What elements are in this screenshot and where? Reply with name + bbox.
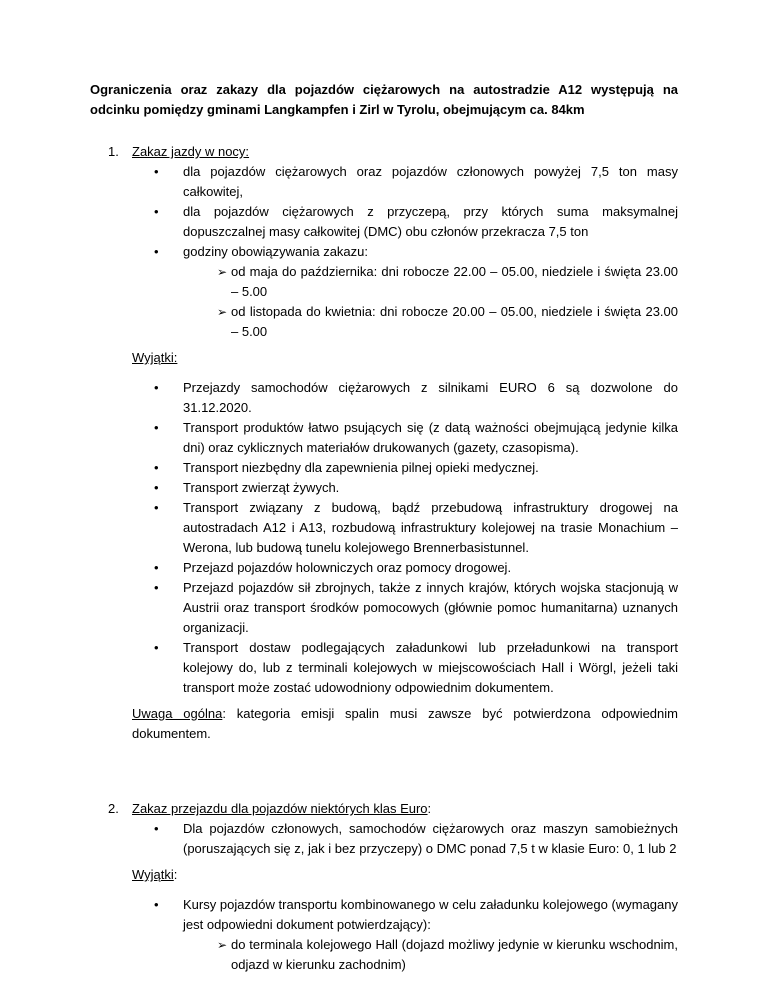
note-text: : kategoria emisji spalin musi zawsze być potwierdzona odpowiednim dokumentem. xyxy=(132,706,678,741)
list-item-text: godziny obowiązywania zakazu: xyxy=(183,244,368,259)
exceptions-label: Wyjątki: xyxy=(132,350,178,365)
section-number: 2. xyxy=(108,801,119,816)
sub-list xyxy=(183,935,678,975)
list-item xyxy=(90,895,678,975)
section-night-ban xyxy=(90,142,678,744)
note-label: Uwaga ogólna xyxy=(132,706,223,721)
document-page xyxy=(90,80,678,975)
list-item: • Przejazd pojazdów sił zbrojnych, także z innych krajów, których wojska stacjonują w Austrii oraz transport środków pomocowych (głównie pomoc humanitarna) uznanych organizacji. xyxy=(90,578,678,638)
bullet-list xyxy=(90,819,678,859)
exceptions-list xyxy=(90,895,678,975)
list-item: • dla pojazdów ciężarowych z przyczepą, przy których suma maksymalnej dopuszczalnej masy całkowitej (DMC) obu członów przekracza 7,5 ton xyxy=(90,202,678,242)
list-item: • Transport zwierząt żywych. xyxy=(90,478,678,498)
exceptions-label: Wyjątki xyxy=(132,867,174,882)
label-suffix: : xyxy=(173,867,178,882)
exceptions-list xyxy=(90,378,678,698)
list-item: • Transport niezbędny dla zapewnienia pilnej opieki medycznej. xyxy=(90,458,678,478)
list-item xyxy=(90,242,678,342)
hours-list xyxy=(183,262,678,342)
hours-item: ➢ od listopada do kwietnia: dni robocze 20.00 – 05.00, niedziele i święta 23.00 – 5.00 xyxy=(183,302,678,342)
heading-suffix: : xyxy=(427,801,432,816)
section-heading: Zakaz przejazdu dla pojazdów niektórych klas Euro xyxy=(132,801,428,816)
section-heading: Zakaz jazdy w nocy: xyxy=(132,144,250,159)
sub-item: ➢ do terminala kolejowego Hall (dojazd możliwy jedynie w kierunku wschodnim, odjazd w kierunku zachodnim) xyxy=(183,935,678,975)
list-item: • Przejazd pojazdów holowniczych oraz pomocy drogowej. xyxy=(90,558,678,578)
section-number: 1. xyxy=(108,144,119,159)
list-item: • Transport produktów łatwo psujących się (z datą ważności obejmującą jedynie kilka dni) oraz cyklicznych materiałów drukowanych (gazety, czasopisma). xyxy=(90,418,678,458)
list-item: • Dla pojazdów członowych, samochodów ciężarowych oraz maszyn samobieżnych (poruszających się z, jak i bez przyczepy) o DMC ponad 7,5 t w klasie Euro: 0, 1 lub 2 xyxy=(90,819,678,859)
hours-item: ➢ od maja do października: dni robocze 22.00 – 05.00, niedziele i święta 23.00 – 5.00 xyxy=(183,262,678,302)
list-item: • Transport dostaw podlegających załadunkowi lub przeładunkowi na transport kolejowy do, lub z terminali kolejowych w miejscowościach Hall i Wörgl, jeżeli taki transport może zostać udowodniony odpowiednim dokumentem. xyxy=(90,638,678,698)
section-euro-class-ban xyxy=(90,799,678,975)
document-title: Ograniczenia oraz zakazy dla pojazdów ciężarowych na autostradzie A12 występują na odcinku pomiędzy gminami Langkampfen i Zirl w Tyrolu, obejmującym ca. 84km xyxy=(90,82,678,117)
bullet-list xyxy=(90,162,678,342)
list-item: • Przejazdy samochodów ciężarowych z silnikami EURO 6 są dozwolone do 31.12.2020. xyxy=(90,378,678,418)
list-item: • dla pojazdów ciężarowych oraz pojazdów członowych powyżej 7,5 ton masy całkowitej, xyxy=(90,162,678,202)
general-note xyxy=(132,704,678,744)
list-item-text: Kursy pojazdów transportu kombinowanego w celu załadunku kolejowego (wymagany jest odpowiedni dokument potwierdzający): xyxy=(183,897,678,932)
list-item: • Transport związany z budową, bądź przebudową infrastruktury drogowej na autostradach A12 i A13, rozbudową infrastruktury kolejowej na trasie Monachium – Werona, lub budową tunelu kolejowego Brennerbasistunnel. xyxy=(90,498,678,558)
